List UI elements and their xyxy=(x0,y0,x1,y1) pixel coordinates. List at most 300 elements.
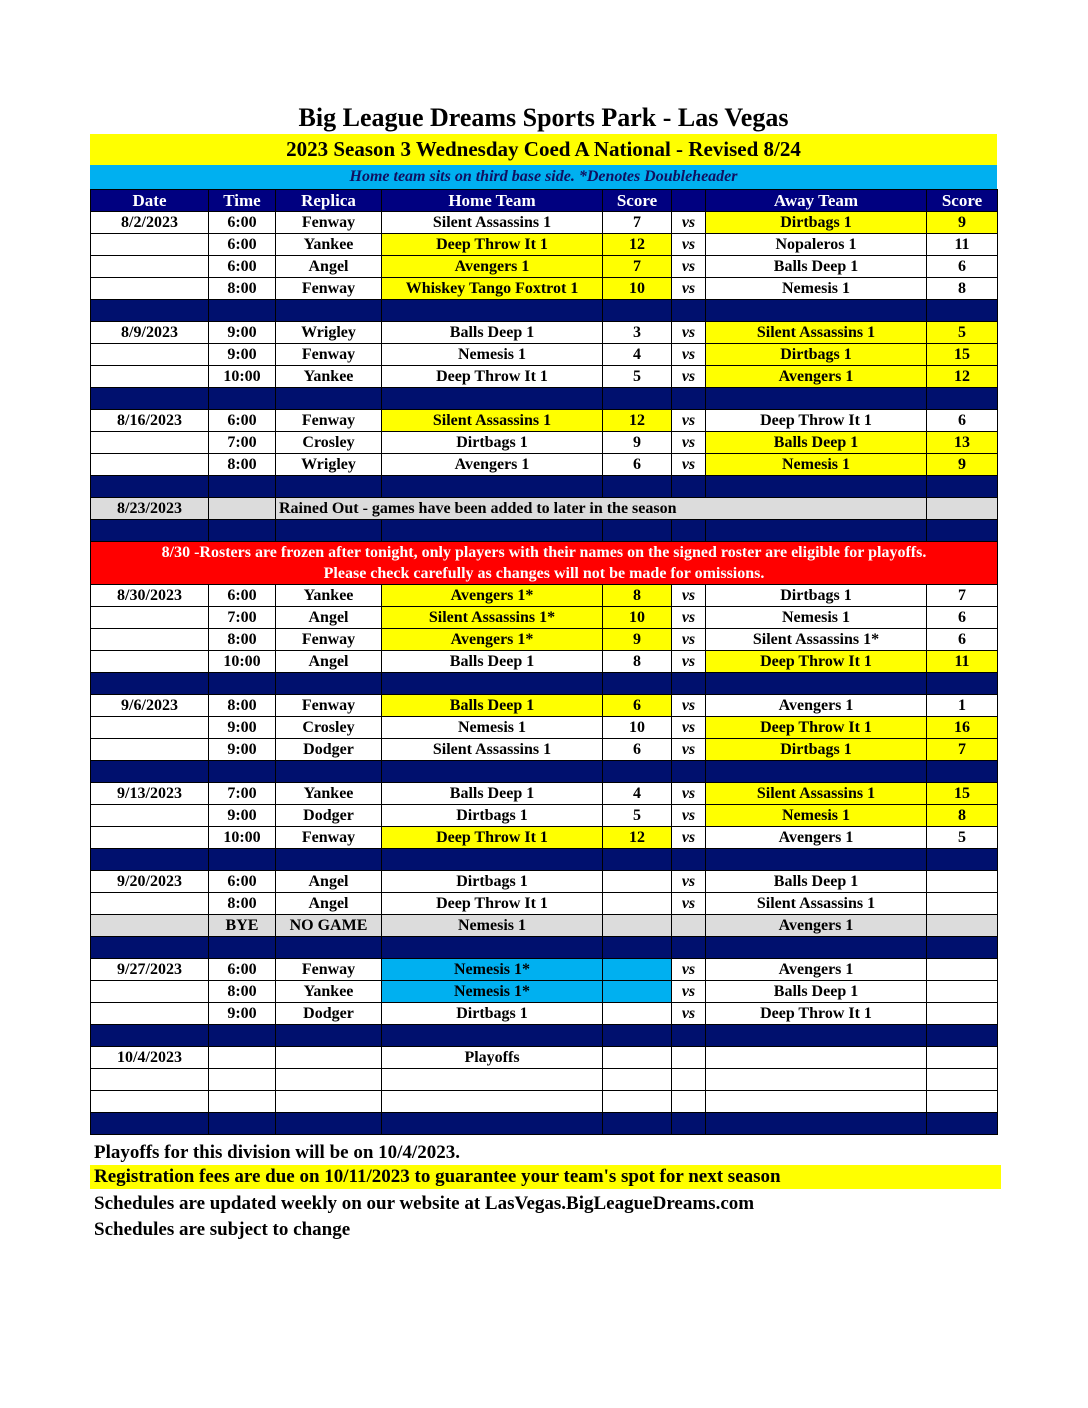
spacer-cell xyxy=(209,388,276,410)
away-team-cell: Nemesis 1 xyxy=(706,278,927,300)
home-team-cell: Nemesis 1* xyxy=(382,959,603,981)
field-cell: Fenway xyxy=(276,695,382,717)
field-cell: Fenway xyxy=(276,629,382,651)
spacer-cell xyxy=(91,388,209,410)
vs-cell: vs xyxy=(672,805,706,827)
away-score-cell: 13 xyxy=(927,432,998,454)
spacer-cell xyxy=(382,849,603,871)
home-score-cell: 12 xyxy=(603,827,672,849)
away-team-cell: Balls Deep 1 xyxy=(706,871,927,893)
away-score-cell xyxy=(927,871,998,893)
spacer-cell xyxy=(603,476,672,498)
date-cell: 8/9/2023 xyxy=(91,322,209,344)
home-score-cell: 10 xyxy=(603,278,672,300)
game-row xyxy=(91,981,998,1003)
table-header-row xyxy=(91,190,998,212)
time-cell: 7:00 xyxy=(209,783,276,805)
empty-row xyxy=(91,1091,998,1113)
empty-cell xyxy=(603,1069,672,1091)
game-row xyxy=(91,651,998,673)
spacer-cell xyxy=(672,937,706,959)
banner-line-2: Please check carefully as changes will not be made for omissions. xyxy=(323,565,765,582)
spacer-row xyxy=(91,388,998,410)
time-cell: 10:00 xyxy=(209,651,276,673)
spacer-cell xyxy=(209,300,276,322)
time-cell: BYE xyxy=(209,915,276,937)
spacer-cell xyxy=(706,761,927,783)
time-cell: 8:00 xyxy=(209,454,276,476)
home-score-cell: 8 xyxy=(603,651,672,673)
date-cell: 9/13/2023 xyxy=(91,783,209,805)
home-team-cell: Deep Throw It 1 xyxy=(382,827,603,849)
game-row xyxy=(91,783,998,805)
spacer-cell xyxy=(209,761,276,783)
field-cell: Angel xyxy=(276,893,382,915)
time-cell: 6:00 xyxy=(209,585,276,607)
spacer-cell xyxy=(672,761,706,783)
time-cell: 9:00 xyxy=(209,344,276,366)
header-vs xyxy=(672,190,706,212)
vs-cell: vs xyxy=(672,585,706,607)
spacer-cell xyxy=(276,849,382,871)
date-cell: 9/27/2023 xyxy=(91,959,209,981)
time-cell: 6:00 xyxy=(209,410,276,432)
spacer-cell xyxy=(672,476,706,498)
spacer-cell xyxy=(927,300,998,322)
spacer-cell xyxy=(706,849,927,871)
empty-cell xyxy=(91,1091,209,1113)
spacer-cell xyxy=(276,520,382,542)
date-cell xyxy=(91,827,209,849)
game-row xyxy=(91,234,998,256)
time-cell: 6:00 xyxy=(209,256,276,278)
spacer-row xyxy=(91,761,998,783)
date-cell xyxy=(91,278,209,300)
field-cell: Yankee xyxy=(276,981,382,1003)
spacer-cell xyxy=(603,937,672,959)
rained-out-row xyxy=(91,498,998,520)
field-cell: Fenway xyxy=(276,959,382,981)
vs-cell: vs xyxy=(672,212,706,234)
away-score-cell: 15 xyxy=(927,344,998,366)
vs-cell: vs xyxy=(672,410,706,432)
time-cell: 7:00 xyxy=(209,607,276,629)
spacer-cell xyxy=(927,520,998,542)
spacer-cell xyxy=(91,520,209,542)
away-team-cell: Nemesis 1 xyxy=(706,805,927,827)
empty-cell xyxy=(672,1091,706,1113)
field-cell: Yankee xyxy=(276,234,382,256)
spacer-cell xyxy=(382,520,603,542)
away-score-cell: 8 xyxy=(927,805,998,827)
home-team-cell: Whiskey Tango Foxtrot 1 xyxy=(382,278,603,300)
home-team-cell: Silent Assassins 1 xyxy=(382,212,603,234)
date-cell xyxy=(91,366,209,388)
spacer-cell xyxy=(382,937,603,959)
spacer-cell xyxy=(706,673,927,695)
game-row xyxy=(91,629,998,651)
schedule-body xyxy=(91,212,998,1135)
home-team-cell: Balls Deep 1 xyxy=(382,322,603,344)
header-time: Time xyxy=(209,190,276,212)
field-cell: Crosley xyxy=(276,717,382,739)
spacer-cell xyxy=(927,388,998,410)
home-team-cell: Dirtbags 1 xyxy=(382,871,603,893)
schedule-document xyxy=(90,98,997,1135)
spacer-cell xyxy=(706,388,927,410)
away-team-cell: Dirtbags 1 xyxy=(706,739,927,761)
empty-cell xyxy=(382,1069,603,1091)
away-team-cell: Dirtbags 1 xyxy=(706,585,927,607)
spacer-cell xyxy=(91,761,209,783)
away-team-cell: Deep Throw It 1 xyxy=(706,717,927,739)
home-team-cell: Deep Throw It 1 xyxy=(382,893,603,915)
home-team-cell: Deep Throw It 1 xyxy=(382,366,603,388)
home-team-cell: Balls Deep 1 xyxy=(382,651,603,673)
vs-cell: vs xyxy=(672,717,706,739)
field-cell: Fenway xyxy=(276,344,382,366)
home-team-cell: Dirtbags 1 xyxy=(382,1003,603,1025)
spacer-row xyxy=(91,520,998,542)
spacer-cell xyxy=(706,1113,927,1135)
spacer-cell xyxy=(209,1025,276,1047)
date-cell xyxy=(91,432,209,454)
vs-cell: vs xyxy=(672,454,706,476)
home-score-cell: 6 xyxy=(603,695,672,717)
game-row xyxy=(91,717,998,739)
vs-cell: vs xyxy=(672,871,706,893)
home-team-cell: Balls Deep 1 xyxy=(382,695,603,717)
spacer-cell xyxy=(927,1025,998,1047)
spacer-cell xyxy=(276,1025,382,1047)
spacer-cell xyxy=(276,388,382,410)
spacer-cell xyxy=(91,937,209,959)
spacer-cell xyxy=(276,1113,382,1135)
home-score-cell: 4 xyxy=(603,344,672,366)
date-cell: 9/20/2023 xyxy=(91,871,209,893)
roster-freeze-banner-row xyxy=(91,542,998,585)
vs-cell: vs xyxy=(672,322,706,344)
spacer-cell xyxy=(276,761,382,783)
empty-cell xyxy=(382,1091,603,1113)
header-away-score: Score xyxy=(927,190,998,212)
away-score-cell: 6 xyxy=(927,410,998,432)
date-cell xyxy=(91,256,209,278)
date-cell: 10/4/2023 xyxy=(91,1047,209,1069)
away-team-cell: Balls Deep 1 xyxy=(706,256,927,278)
away-score-cell: 7 xyxy=(927,585,998,607)
empty-cell xyxy=(603,1091,672,1113)
field-cell: Crosley xyxy=(276,432,382,454)
empty-cell xyxy=(209,1091,276,1113)
away-score-cell: 6 xyxy=(927,607,998,629)
home-score-cell: 8 xyxy=(603,585,672,607)
empty-cell xyxy=(672,1047,706,1069)
spacer-cell xyxy=(927,849,998,871)
game-row xyxy=(91,256,998,278)
home-team-cell: Nemesis 1* xyxy=(382,981,603,1003)
vs-cell: vs xyxy=(672,651,706,673)
field-cell: Dodger xyxy=(276,805,382,827)
away-score-cell: 6 xyxy=(927,256,998,278)
home-score-cell xyxy=(603,871,672,893)
spacer-row xyxy=(91,300,998,322)
spacer-cell xyxy=(672,849,706,871)
spacer-cell xyxy=(209,1113,276,1135)
spacer-cell xyxy=(706,300,927,322)
empty-cell xyxy=(276,1069,382,1091)
date-cell xyxy=(91,344,209,366)
field-cell: Dodger xyxy=(276,739,382,761)
spacer-cell xyxy=(209,849,276,871)
empty-cell xyxy=(672,1069,706,1091)
date-cell: 8/16/2023 xyxy=(91,410,209,432)
away-score-cell: 11 xyxy=(927,651,998,673)
home-score-cell: 12 xyxy=(603,410,672,432)
footer-website-note: Schedules are updated weekly on our website at LasVegas.BigLeagueDreams.com xyxy=(94,1193,755,1214)
spacer-cell xyxy=(91,673,209,695)
vs-cell: vs xyxy=(672,278,706,300)
footer-registration-note: Registration fees are due on 10/11/2023 to guarantee your team's spot for next season xyxy=(90,1165,1001,1189)
date-cell xyxy=(91,629,209,651)
empty-cell xyxy=(209,1069,276,1091)
spacer-row xyxy=(91,1025,998,1047)
empty-cell xyxy=(927,1069,998,1091)
away-score-cell xyxy=(927,1003,998,1025)
spacer-cell xyxy=(927,1113,998,1135)
home-score-cell: 6 xyxy=(603,454,672,476)
time-cell: 9:00 xyxy=(209,1003,276,1025)
home-score-cell: 10 xyxy=(603,717,672,739)
game-row xyxy=(91,959,998,981)
header-home-team: Home Team xyxy=(382,190,603,212)
away-team-cell: Deep Throw It 1 xyxy=(706,651,927,673)
spacer-row xyxy=(91,1113,998,1135)
spacer-cell xyxy=(672,1025,706,1047)
spacer-cell xyxy=(672,388,706,410)
time-cell: 8:00 xyxy=(209,695,276,717)
spacer-cell xyxy=(91,849,209,871)
home-team-cell: Balls Deep 1 xyxy=(382,783,603,805)
away-team-cell: Dirtbags 1 xyxy=(706,212,927,234)
rained-out-message: Rained Out - games have been added to later in the season xyxy=(276,498,927,520)
away-score-cell: 9 xyxy=(927,454,998,476)
field-cell: Wrigley xyxy=(276,454,382,476)
home-team-cell: Silent Assassins 1* xyxy=(382,607,603,629)
field-cell: Angel xyxy=(276,871,382,893)
home-score-cell: 3 xyxy=(603,322,672,344)
home-score-cell xyxy=(603,915,672,937)
home-team-cell: Avengers 1 xyxy=(382,256,603,278)
home-score-cell: 7 xyxy=(603,256,672,278)
field-cell: Yankee xyxy=(276,585,382,607)
date-cell xyxy=(91,717,209,739)
home-score-cell: 9 xyxy=(603,629,672,651)
time-cell: 7:00 xyxy=(209,432,276,454)
header-date: Date xyxy=(91,190,209,212)
spacer-cell xyxy=(276,937,382,959)
spacer-cell xyxy=(382,761,603,783)
spacer-cell xyxy=(603,761,672,783)
spacer-cell xyxy=(91,1025,209,1047)
home-team-cell: Nemesis 1 xyxy=(382,344,603,366)
vs-cell: vs xyxy=(672,344,706,366)
field-cell: Fenway xyxy=(276,212,382,234)
spacer-cell xyxy=(927,761,998,783)
header-replica: Replica xyxy=(276,190,382,212)
header-home-score: Score xyxy=(603,190,672,212)
time-cell: 8:00 xyxy=(209,981,276,1003)
date-cell xyxy=(91,915,209,937)
spacer-cell xyxy=(603,388,672,410)
time-cell xyxy=(209,498,276,520)
spacer-row xyxy=(91,673,998,695)
game-row xyxy=(91,805,998,827)
field-cell: Yankee xyxy=(276,366,382,388)
away-score-cell: 15 xyxy=(927,783,998,805)
spacer-cell xyxy=(927,476,998,498)
date-cell xyxy=(91,739,209,761)
home-team-cell: Dirtbags 1 xyxy=(382,805,603,827)
spacer-cell xyxy=(91,1113,209,1135)
date-cell xyxy=(91,234,209,256)
spacer-cell xyxy=(209,673,276,695)
away-team-cell: Avengers 1 xyxy=(706,366,927,388)
vs-cell: vs xyxy=(672,981,706,1003)
vs-cell xyxy=(672,915,706,937)
field-cell: Angel xyxy=(276,256,382,278)
home-team-cell: Deep Throw It 1 xyxy=(382,234,603,256)
home-score-cell: 12 xyxy=(603,234,672,256)
spacer-cell xyxy=(603,300,672,322)
away-team-cell: Avengers 1 xyxy=(706,915,927,937)
bye-row xyxy=(91,915,998,937)
home-score-cell xyxy=(603,959,672,981)
spacer-cell xyxy=(706,520,927,542)
schedule-table xyxy=(90,189,998,1135)
away-team-cell: Silent Assassins 1 xyxy=(706,783,927,805)
game-row xyxy=(91,1003,998,1025)
game-row xyxy=(91,893,998,915)
vs-cell: vs xyxy=(672,256,706,278)
away-score-cell xyxy=(927,959,998,981)
home-team-cell: Nemesis 1 xyxy=(382,717,603,739)
date-cell xyxy=(91,454,209,476)
footer-change-note: Schedules are subject to change xyxy=(94,1219,351,1240)
time-cell: 8:00 xyxy=(209,629,276,651)
score-cell xyxy=(927,498,998,520)
time-cell: 10:00 xyxy=(209,827,276,849)
field-cell: Yankee xyxy=(276,783,382,805)
away-score-cell: 9 xyxy=(927,212,998,234)
vs-cell: vs xyxy=(672,432,706,454)
home-score-cell: 4 xyxy=(603,783,672,805)
empty-cell xyxy=(706,1047,927,1069)
away-team-cell: Balls Deep 1 xyxy=(706,981,927,1003)
away-score-cell: 11 xyxy=(927,234,998,256)
away-team-cell: Silent Assassins 1 xyxy=(706,893,927,915)
spacer-cell xyxy=(382,673,603,695)
date-cell xyxy=(91,651,209,673)
date-cell: 8/30/2023 xyxy=(91,585,209,607)
time-cell: 10:00 xyxy=(209,366,276,388)
field-cell: Wrigley xyxy=(276,322,382,344)
spacer-cell xyxy=(706,937,927,959)
away-team-cell: Avengers 1 xyxy=(706,695,927,717)
banner-line-1: 8/30 -Rosters are frozen after tonight, only players with their names on the signed roster are eligible for playoffs. xyxy=(161,544,927,561)
time-cell: 6:00 xyxy=(209,959,276,981)
empty-row xyxy=(91,1069,998,1091)
vs-cell: vs xyxy=(672,366,706,388)
game-row xyxy=(91,366,998,388)
away-team-cell: Nemesis 1 xyxy=(706,607,927,629)
spacer-cell xyxy=(382,388,603,410)
home-score-cell: 7 xyxy=(603,212,672,234)
spacer-row xyxy=(91,849,998,871)
home-score-cell: 6 xyxy=(603,739,672,761)
away-score-cell: 12 xyxy=(927,366,998,388)
home-score-cell xyxy=(603,893,672,915)
away-score-cell: 6 xyxy=(927,629,998,651)
game-row xyxy=(91,585,998,607)
date-cell: 8/23/2023 xyxy=(91,498,209,520)
spacer-cell xyxy=(603,673,672,695)
time-cell: 6:00 xyxy=(209,212,276,234)
away-team-cell: Silent Assassins 1 xyxy=(706,322,927,344)
spacer-cell xyxy=(209,476,276,498)
game-row xyxy=(91,278,998,300)
time-cell: 9:00 xyxy=(209,322,276,344)
home-score-cell xyxy=(603,1003,672,1025)
empty-cell xyxy=(706,1091,927,1113)
away-score-cell: 8 xyxy=(927,278,998,300)
game-row xyxy=(91,739,998,761)
away-score-cell: 16 xyxy=(927,717,998,739)
vs-cell: vs xyxy=(672,234,706,256)
away-score-cell: 5 xyxy=(927,322,998,344)
empty-cell xyxy=(91,1069,209,1091)
empty-cell xyxy=(603,1047,672,1069)
home-score-cell: 5 xyxy=(603,805,672,827)
home-team-cell: Avengers 1* xyxy=(382,585,603,607)
vs-cell: vs xyxy=(672,607,706,629)
home-team-cell: Avengers 1* xyxy=(382,629,603,651)
spacer-cell xyxy=(276,476,382,498)
time-cell: 6:00 xyxy=(209,234,276,256)
spacer-cell xyxy=(672,520,706,542)
time-cell: 6:00 xyxy=(209,871,276,893)
field-cell: NO GAME xyxy=(276,915,382,937)
spacer-cell xyxy=(276,300,382,322)
away-team-cell: Silent Assassins 1* xyxy=(706,629,927,651)
away-team-cell: Avengers 1 xyxy=(706,827,927,849)
away-score-cell xyxy=(927,981,998,1003)
home-score-cell: 5 xyxy=(603,366,672,388)
field-cell xyxy=(276,1047,382,1069)
home-team-cell: Silent Assassins 1 xyxy=(382,739,603,761)
away-score-cell: 7 xyxy=(927,739,998,761)
vs-cell: vs xyxy=(672,1003,706,1025)
game-row xyxy=(91,344,998,366)
spacer-cell xyxy=(603,1025,672,1047)
page-subtitle: 2023 Season 3 Wednesday Coed A National - Revised 8/24 xyxy=(90,134,997,165)
spacer-cell xyxy=(603,849,672,871)
away-score-cell: 1 xyxy=(927,695,998,717)
date-cell xyxy=(91,805,209,827)
away-team-cell: Nopaleros 1 xyxy=(706,234,927,256)
home-team-cell: Silent Assassins 1 xyxy=(382,410,603,432)
spacer-cell xyxy=(276,673,382,695)
